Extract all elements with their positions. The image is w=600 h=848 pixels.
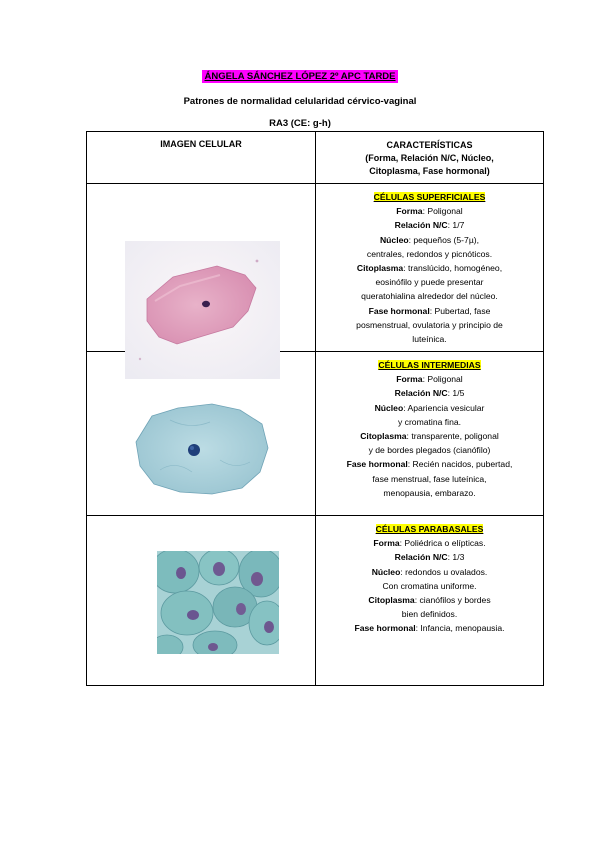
image-cell-parabasales (87, 516, 316, 686)
cito-superficiales-3: queratohialina alrededor del núcleo. (361, 291, 498, 302)
characteristics-parabasales (316, 516, 544, 686)
title-intermedias: CÉLULAS INTERMEDIAS (378, 360, 481, 370)
forma-intermedias: Forma: Poligonal (396, 374, 463, 385)
document-subtitle: Patrones de normalidad celularidad cérvico-vaginal (183, 96, 417, 107)
forma-superficiales: Forma: Poligonal (396, 206, 463, 217)
title-parabasales: CÉLULAS PARABASALES (375, 524, 484, 534)
fase-superficiales-3: luteínica. (412, 334, 447, 345)
fase-intermedias-2: fase menstrual, fase luteínica, (372, 473, 487, 484)
image-cell-superficiales (87, 184, 316, 352)
cell-table (86, 131, 544, 686)
header-characteristics-title: CARACTERÍSTICAS (386, 140, 473, 150)
fase-intermedias-3: menopausia, embarazo. (383, 487, 476, 498)
cito-parabasales-2: bien definidos. (401, 609, 458, 620)
nucleo-intermedias-2: y cromatina fina. (397, 416, 462, 427)
title-superficiales: CÉLULAS SUPERFICIALES (373, 192, 486, 202)
cito-parabasales: Citoplasma: cianófilos y bordes (368, 595, 491, 606)
nucleo-superficiales-2: centrales, redondos y picnóticos. (366, 248, 493, 259)
header-characteristics-column (316, 132, 544, 184)
table-row-parabasales (87, 516, 544, 686)
header-characteristics-line2: (Forma, Relación N/C, Núcleo, (365, 153, 494, 163)
header-image-column: IMAGEN CELULAR (87, 132, 316, 184)
author-line: ÁNGELA SÁNCHEZ LÓPEZ 2º APC TARDE (204, 71, 396, 82)
cito-intermedias-2: y de bordes plegados (cianófilo) (368, 445, 491, 456)
nc-parabasales: Relación N/C: 1/3 (394, 552, 465, 563)
parabasal-cell-image (157, 551, 279, 654)
characteristics-superficiales (316, 184, 544, 352)
fase-superficiales-2: posmenstrual, ovulatoria y principio de (356, 319, 503, 330)
nucleo-parabasales: Núcleo: redondos u ovalados. (371, 566, 488, 577)
nucleo-intermedias: Núcleo: Apariencia vesicular (374, 402, 485, 413)
table-header-row (87, 132, 544, 184)
nucleo-superficiales: Núcleo: pequeños (5-7µ), (379, 234, 480, 245)
image-cell-intermedias (87, 352, 316, 516)
fase-intermedias: Fase hormonal: Recién nacidos, pubertad, (346, 459, 513, 470)
forma-parabasales: Forma: Poliédrica o elípticas. (373, 538, 486, 549)
nucleo-parabasales-2: Con cromatina uniforme. (382, 580, 477, 591)
table-row-superficiales (87, 184, 544, 352)
cito-superficiales-2: eosinófilo y puede presentar (375, 277, 484, 288)
fase-parabasales: Fase hormonal: Infancia, menopausia. (354, 623, 505, 634)
nc-intermedias: Relación N/C: 1/5 (394, 388, 465, 399)
fase-superficiales: Fase hormonal: Pubertad, fase (368, 305, 491, 316)
ra-code: RA3 (CE: g-h) (269, 118, 331, 129)
characteristics-intermedias (316, 352, 544, 516)
table-row-intermedias (87, 352, 544, 516)
cito-superficiales: Citoplasma: translúcido, homogéneo, (356, 263, 503, 274)
header-characteristics-line3: Citoplasma, Fase hormonal) (369, 166, 490, 176)
intermediate-cell-image (130, 400, 272, 498)
cito-intermedias: Citoplasma: transparente, poligonal (360, 431, 499, 442)
nc-superficiales: Relación N/C: 1/7 (394, 220, 465, 231)
